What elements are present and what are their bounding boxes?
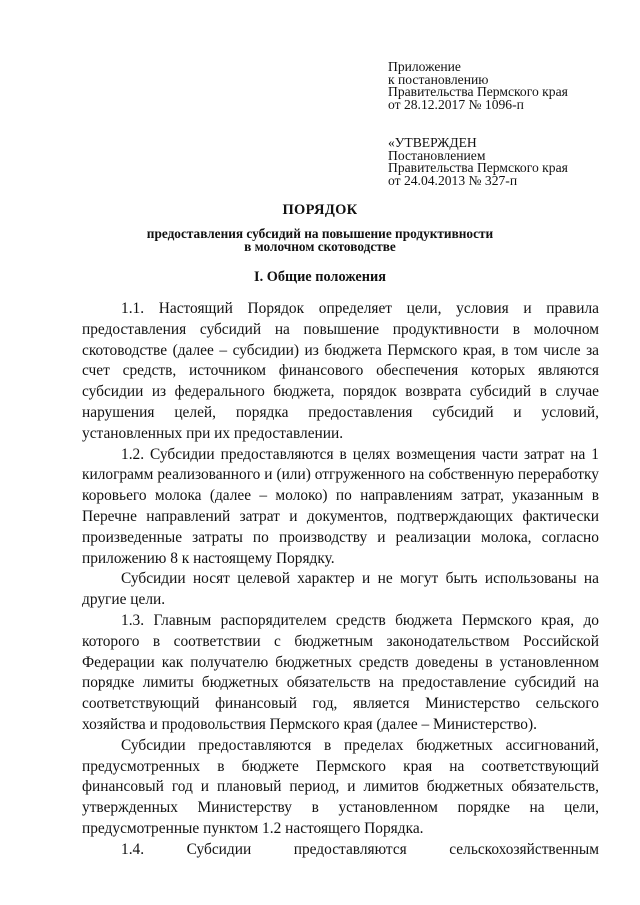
appendix-line: Приложение xyxy=(388,59,461,74)
paragraph: Субсидии предоставляются в пределах бюджетных ассигнований, предусмотренных в бюджете Пермского края на соответствующий финансовый год и плановый период, и лимитов бюджетных обязательств, утвержденных Министерству в установленном порядке на цели, предусмотренные пунктом 1.2 настоящего Порядка. xyxy=(82,736,599,837)
subtitle-line: в молочном скотоводстве xyxy=(244,239,396,254)
body-text xyxy=(82,299,599,861)
paragraph: 1.2. Субсидии предоставляются в целях возмещения части затрат на 1 килограмм реализованного и (или) отгруженного на собственную переработку коровьего молока (далее – молоко) по направлениям затрат, указанным в Перечне направлений затрат и документов, подтверждающих фактически произведенные затраты по производству и реализации молока, согласно приложению 8 к настоящему Порядку. xyxy=(82,445,599,567)
appendix-line: к постановлению xyxy=(388,71,489,87)
appendix-line: от 28.12.2017 № 1096-п xyxy=(388,96,524,112)
paragraph: 1.1. Настоящий Порядок определяет цели, условия и правила предоставления субсидий на повышение продуктивности в молочном скотоводстве (далее – субсидии) из бюджета Пермского края, в том числе за счет средств, источником финансового обеспечения которых являются субсидии из федерального бюджета, порядок возврата субсидий в случае нарушения целей, порядка предоставления субсидий и условий, установленных при их предоставлении. xyxy=(82,300,599,442)
paragraph: Субсидии носят целевой характер и не могут быть использованы на другие цели. xyxy=(82,570,599,609)
approval-line: Правительства Пермского края xyxy=(388,160,568,175)
document-title: ПОРЯДОК xyxy=(282,202,358,218)
section-heading: I. Общие положения xyxy=(254,269,386,285)
paragraph: 1.3. Главным распорядителем средств бюджета Пермского края, до которого в соответствии с бюджетным законодательством Российской Федерации как получателю бюджетных средств доведены в установленном порядке лимиты бюджетных обязательств на предоставление субсидий на соответствующий финансовый год, является Министерство сельского хозяйства и продовольствия Пермского края (далее – Министерство). xyxy=(82,611,599,733)
appendix-line: Правительства Пермского края xyxy=(388,84,568,99)
approval-line: Постановлением xyxy=(388,147,486,163)
approval-line: от 24.04.2013 № 327-п xyxy=(388,172,518,188)
appendix-block xyxy=(388,61,568,111)
document-subtitle xyxy=(0,227,640,253)
approval-line: «УТВЕРЖДЕН xyxy=(388,135,477,150)
subtitle-line: предоставления субсидий на повышение продуктивности xyxy=(146,226,494,241)
paragraph: 1.4. Субсидии предоставляются сельскохозяйственным xyxy=(121,840,599,858)
approval-block xyxy=(388,137,568,187)
